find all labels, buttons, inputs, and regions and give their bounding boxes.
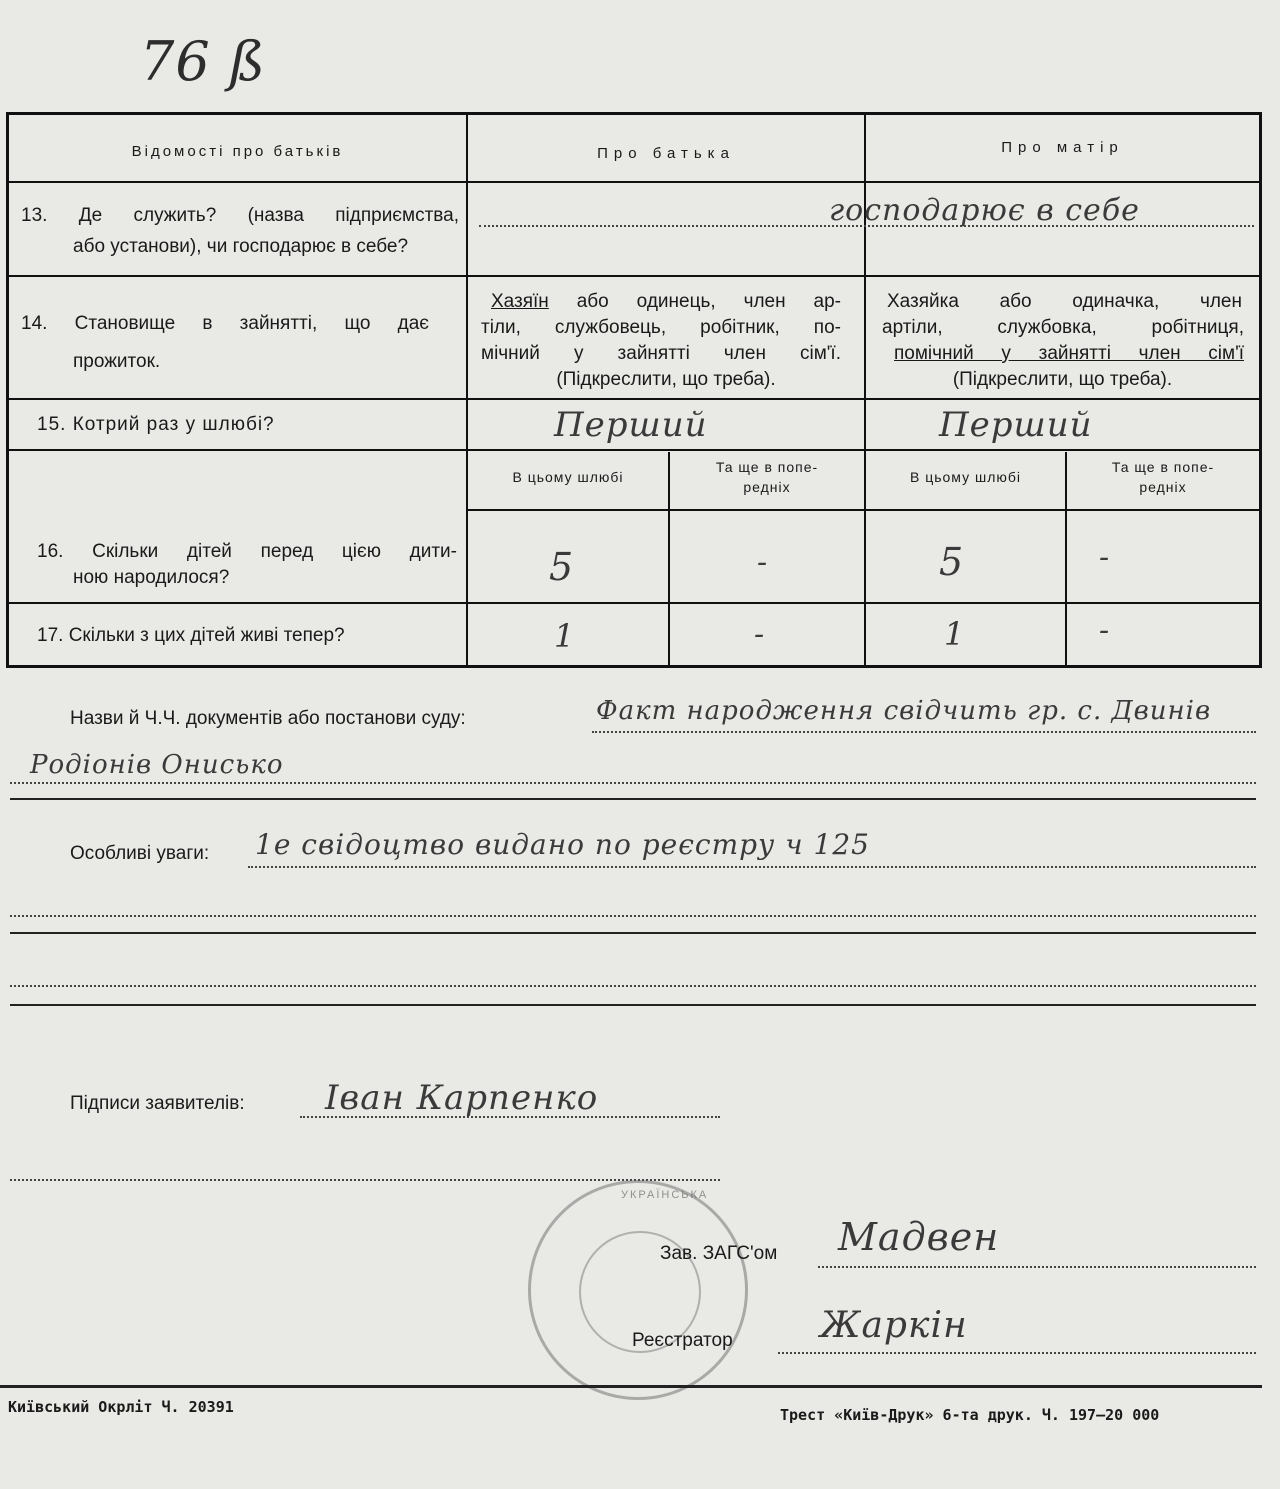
remarks-label: Особливі уваги: <box>70 843 210 864</box>
q17-mother-this: 1 <box>944 615 966 653</box>
q16-father-this: 5 <box>549 545 575 589</box>
sub-father-previous-line1: Та ще в попе- <box>715 459 819 475</box>
q14-father-selected: Хазяїн <box>491 291 549 312</box>
q14-mother-line3-selected: помічний у зайнятті член сім'ї <box>894 343 1244 364</box>
documents-value-line1: Факт народження свідчить гр. с. Двинів <box>596 696 1212 726</box>
sub-father-this-marriage: В цьому шлюбі <box>512 469 624 485</box>
q15-label: 15. Котрий раз у шлюбі? <box>37 414 275 435</box>
footer-left: Київський Окрліт Ч. 20391 <box>8 1398 234 1416</box>
q16-label-line2: ною народилося? <box>73 567 230 588</box>
q13-answer: господарює в себе <box>829 193 1140 228</box>
q16-father-prev: - <box>757 545 769 580</box>
parents-info-table <box>6 112 1262 668</box>
header-father: Про батька <box>597 145 735 162</box>
q14-father-line3: мічний у зайнятті член сім'ї. <box>481 343 841 364</box>
q16-label-line1: 16. Скільки дітей перед цією дити- <box>37 541 457 562</box>
sub-mother-this-marriage: В цьому шлюбі <box>909 469 1022 485</box>
applicants-signature: Іван Карпенко <box>325 1078 599 1118</box>
footer-right: Трест «Київ-Друк» 6-та друк. Ч. 197—20 000 <box>780 1406 1160 1424</box>
q14-mother-line1: Хазяйка або одиначка, член <box>887 291 1242 312</box>
sub-mother-previous-line1: Та ще в попе- <box>1111 459 1215 475</box>
applicants-label: Підписи заявителів: <box>70 1093 245 1114</box>
archive-number: 76 ß <box>140 30 266 93</box>
official-seal: УКРАЇНСЬКА <box>528 1180 748 1400</box>
q17-father-prev: - <box>754 617 766 652</box>
q17-label: 17. Скільки з цих дітей живі тепер? <box>37 625 345 646</box>
q14-mother-line4: (Підкреслити, що треба). <box>952 369 1173 390</box>
documents-value-line2: Родіонів Онисько <box>30 750 284 780</box>
q14-father-line1: Хазяїн або одинець, член ар- <box>491 291 841 312</box>
q14-mother-line2: артіли, службовка, робітниця, <box>882 317 1244 338</box>
q14-label-line2: прожиток. <box>73 351 161 372</box>
q15-father-answer: Перший <box>554 405 708 445</box>
q17-father-this: 1 <box>554 617 576 655</box>
remarks-value: 1е свідоцтво видано по реєстру ч 125 <box>255 828 870 861</box>
q16-mother-this: 5 <box>939 540 965 584</box>
q14-father-line4: (Підкреслити, що треба). <box>556 369 776 390</box>
sub-mother-previous-line2: редніх <box>1139 479 1187 495</box>
head-label: Зав. ЗАГС'ом <box>660 1243 778 1264</box>
header-mother: Про матір <box>1001 139 1124 156</box>
documents-label: Назви й Ч.Ч. документів або постанови суду: <box>70 708 466 729</box>
q15-mother-answer: Перший <box>939 405 1093 445</box>
q13-label-line2: або установи), чи господарює в себе? <box>73 236 409 257</box>
registrar-signature: Жаркін <box>820 1305 968 1346</box>
head-signature: Мадвен <box>838 1215 1000 1259</box>
sub-father-previous-line2: редніх <box>743 479 791 495</box>
header-parents-info: Відомості про батьків <box>131 143 344 160</box>
q16-mother-prev: - <box>1099 540 1111 575</box>
q13-label-line1: 13. Де служить? (назва підприємства, <box>21 205 459 226</box>
registrar-label: Реєстратор <box>632 1330 733 1351</box>
q17-mother-prev: - <box>1099 613 1111 648</box>
q14-father-line2: тіли, службовець, робітник, по- <box>481 317 841 338</box>
q14-label-line1: 14. Становище в зайнятті, що дає <box>21 313 429 334</box>
